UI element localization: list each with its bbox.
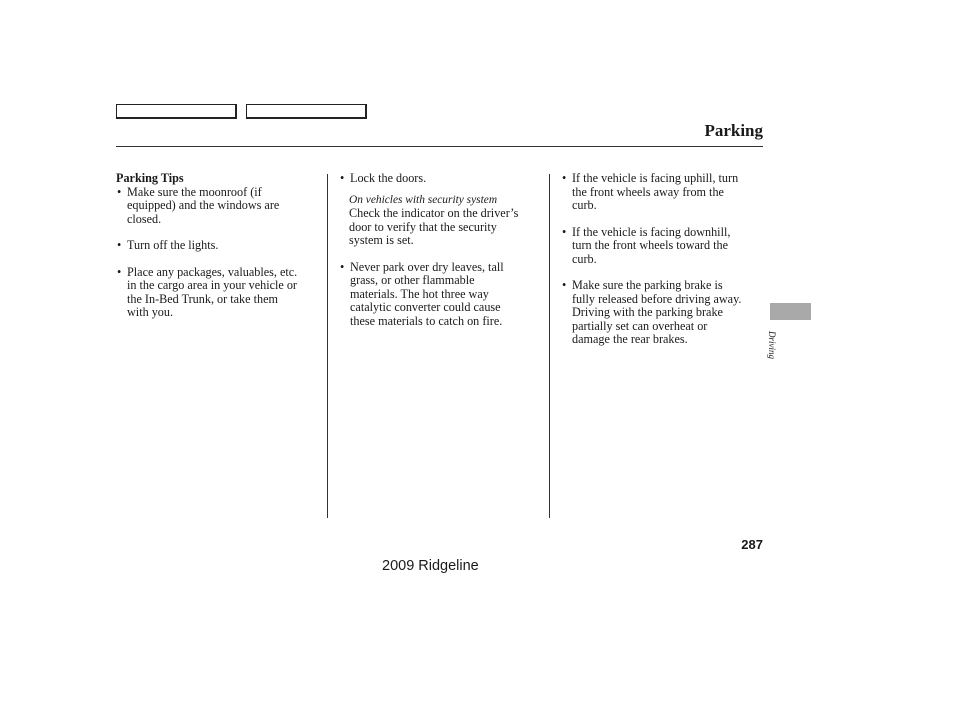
list-item: • Place any packages, valuables, etc. in the cargo area in your vehicle or the In-Bed Trunk, or take them with you.: [117, 264, 298, 319]
list-item: • Turn off the lights.: [117, 238, 219, 252]
column-divider: [327, 174, 328, 518]
security-note: On vehicles with security system: [349, 193, 498, 206]
column-3: [561, 172, 766, 347]
list-item: • Make sure the parking brake is fully released before driving away. Driving with the parking brake partially set can overheat or damage the rear brakes.: [562, 278, 742, 346]
list-item: • Lock the doors.: [340, 171, 427, 185]
nav-button-main-menu[interactable]: [116, 104, 237, 119]
bullet-icon: •: [562, 278, 567, 292]
bullet-icon: •: [562, 224, 567, 239]
list-item: • If the vehicle is facing downhill, turn the front wheels toward the curb.: [562, 224, 731, 266]
page-title: Parking: [704, 121, 763, 140]
list-item: • If the vehicle is facing uphill, turn the front wheels away from the curb.: [562, 171, 739, 212]
header-rule: [116, 146, 763, 147]
bullet-icon: •: [117, 238, 122, 252]
bullet-icon: •: [340, 259, 345, 274]
bullet-icon: •: [117, 264, 122, 279]
bullet-icon: •: [562, 171, 567, 185]
page-number: 287: [741, 537, 763, 552]
security-text: Check the indicator on the driver’s door to verify that the security system is set.: [349, 206, 519, 247]
column-1: [116, 172, 326, 320]
column-2: [339, 172, 547, 328]
nav-button-index[interactable]: [246, 104, 367, 119]
section-tab-marker[interactable]: [770, 303, 811, 320]
section-title: Parking Tips: [116, 171, 184, 185]
list-item: • Never park over dry leaves, tall grass, or other flammable materials. The hot three way catalytic converter could cause these materials to catch on fire.: [340, 259, 504, 328]
footer-model: 2009 Ridgeline: [382, 558, 479, 574]
bullet-icon: •: [340, 171, 345, 185]
bullet-icon: •: [117, 184, 122, 199]
list-item: • Make sure the moonroof (if equipped) and the windows are closed.: [117, 184, 280, 226]
column-divider: [549, 174, 550, 518]
side-tab-label: Driving: [767, 331, 777, 359]
